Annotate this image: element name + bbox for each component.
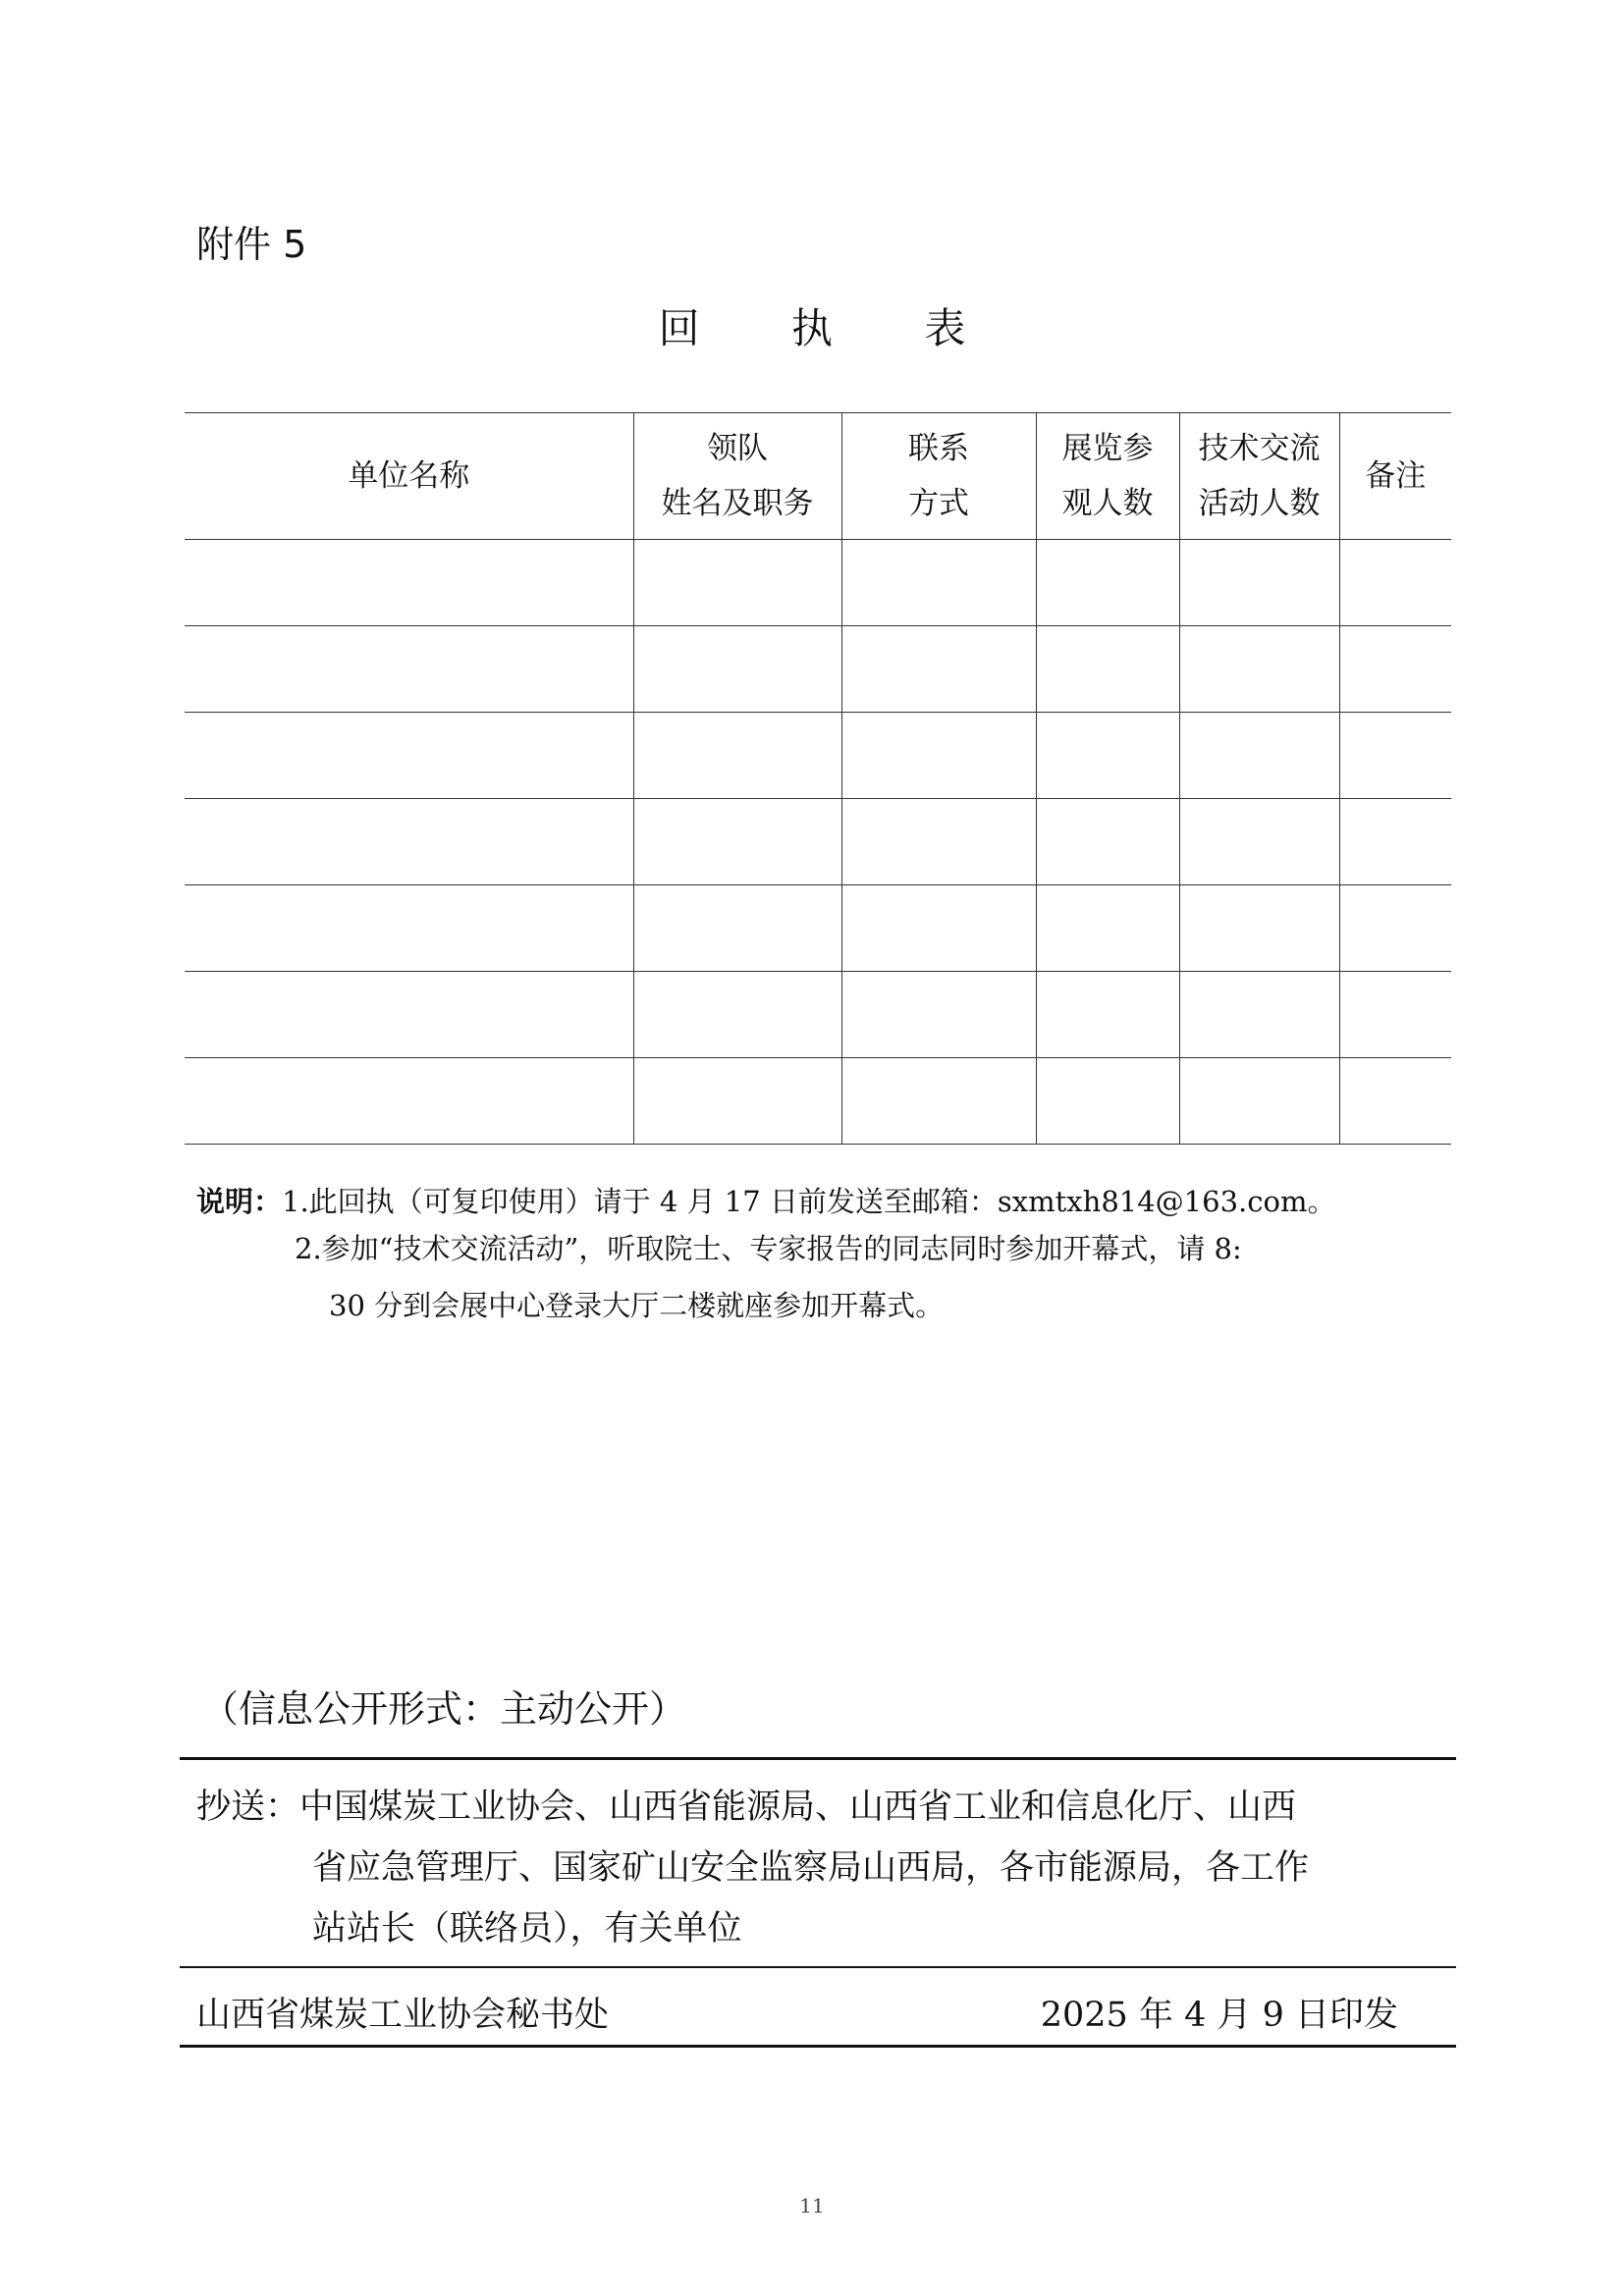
col-remarks: 备注	[1339, 413, 1451, 540]
col-contact: 联系 方式	[841, 413, 1036, 540]
col-leader-name: 领队 姓名及职务	[633, 413, 841, 540]
divider-top	[180, 1757, 1456, 1760]
table-row	[185, 1058, 1451, 1145]
issue-date: 2025 年 4 月 9 日印发	[1040, 1996, 1398, 2035]
cc-line-1: 中国煤炭工业协会、山西省能源局、山西省工业和信息化厅、山西	[299, 1788, 1297, 1827]
notes-section	[196, 1178, 1463, 1329]
table-row	[185, 972, 1451, 1058]
col-unit-name: 单位名称	[185, 413, 633, 540]
note-item-1: 说明：1.此回执（可复印使用）请于 4 月 17 日前发送至邮箱：sxmtxh814@163.com。	[196, 1185, 1336, 1218]
note-item-2-continued: 30 分到会展中心登录大厅二楼就座参加开幕式。	[329, 1289, 945, 1322]
divider-bottom	[180, 2045, 1456, 2048]
attachment-label: 附件 5	[196, 223, 307, 266]
page-number: 11	[799, 2194, 825, 2217]
col-exhibition-count: 展览参 观人数	[1036, 413, 1179, 540]
table-header-row	[185, 413, 1451, 540]
reply-form-table	[185, 412, 1451, 1145]
cc-line-3: 站站长（联络员），有关单位	[312, 1909, 742, 1949]
table-row	[185, 799, 1451, 885]
table-row	[185, 626, 1451, 713]
cc-section	[196, 1777, 1453, 1959]
table-row	[185, 885, 1451, 972]
table-row	[185, 713, 1451, 799]
form-title: 回 执 表	[658, 304, 1005, 352]
cc-line-2: 省应急管理厅、国家矿山安全监察局山西局，各市能源局，各工作	[312, 1848, 1310, 1888]
cc-label: 抄送：	[196, 1788, 300, 1827]
divider-middle	[180, 1966, 1456, 1968]
note-item-2: 2.参加“技术交流活动”，听取院士、专家报告的同志同时参加开幕式，请 8:	[295, 1232, 1242, 1265]
notes-prefix: 说明：	[196, 1185, 283, 1218]
disclosure-form: （信息公开形式：主动公开）	[201, 1687, 687, 1731]
table-row	[185, 540, 1451, 626]
col-tech-exchange-count: 技术交流 活动人数	[1179, 413, 1339, 540]
issuer: 山西省煤炭工业协会秘书处	[196, 1996, 610, 2035]
